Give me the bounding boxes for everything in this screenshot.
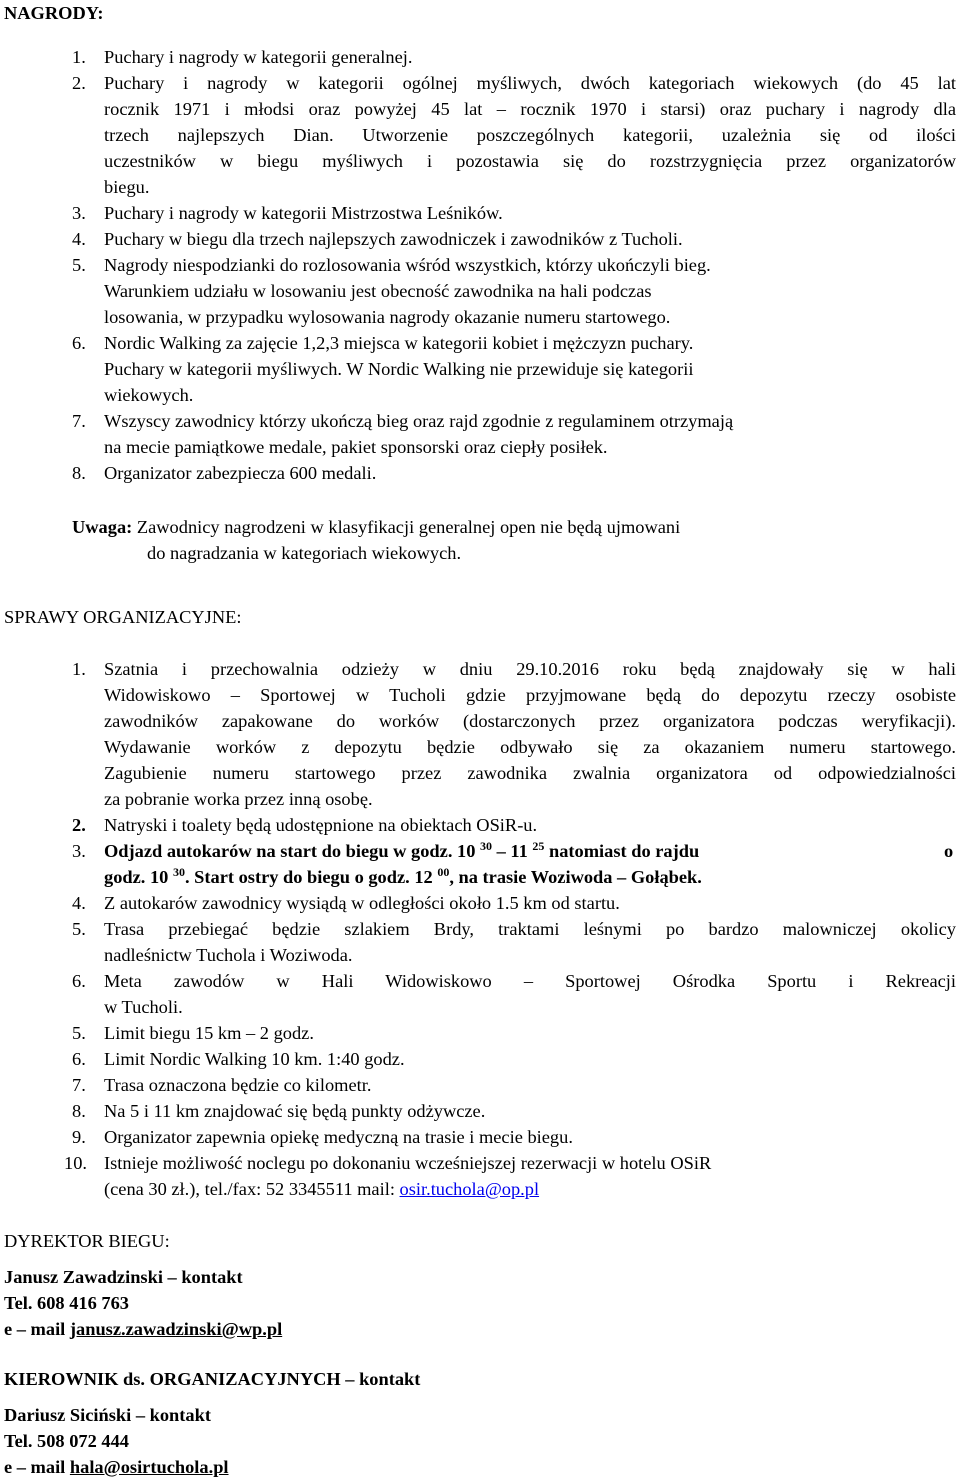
item-3-text-g: , na trasie Woziwoda – Gołąbek. bbox=[449, 867, 702, 887]
nagrody-item-4-number: 4. bbox=[72, 229, 86, 249]
kierownik-email-row bbox=[4, 1454, 229, 1480]
nagrody-item-7-line: na mecie pamiątkowe medale, pakiet sponsorski oraz ciepły posiłek. bbox=[104, 437, 608, 457]
nagrody-item-5-number: 5. bbox=[72, 255, 86, 275]
sprawy-item-4-text: Z autokarów zawodnicy wysiądą w odległości około 1.5 km od startu. bbox=[104, 893, 620, 913]
uwaga-label: Uwaga: bbox=[72, 517, 133, 537]
nagrody-item-5-line: Nagrody niespodzianki do rozlosowania wśród wszystkich, którzy ukończyli bieg. bbox=[104, 255, 711, 275]
item-3-sup-b: 25 bbox=[532, 839, 545, 853]
nagrody-item-7-line: Wszyscy zawodnicy którzy ukończą bieg oraz rajd zgodnie z regulaminem otrzymają bbox=[104, 411, 734, 431]
nagrody-item-8-number: 8. bbox=[72, 463, 86, 483]
sprawy-item-2-text: Natryski i toalety będą udostępnione na obiektach OSiR-u. bbox=[104, 815, 538, 835]
item-3-text-e: godz. 10 bbox=[104, 867, 173, 887]
nagrody-item-2-line: Puchary i nagrody w kategorii ogólnej myśliwych, dwóch kategoriach wiekowych (do 45 lat bbox=[104, 73, 956, 93]
kierownik-phone: Tel. 508 072 444 bbox=[4, 1431, 129, 1451]
nagrody-item-2-line: biegu. bbox=[104, 177, 150, 197]
item-3-sup-a: 30 bbox=[480, 839, 493, 853]
sprawy-item-4-number: 4. bbox=[72, 893, 86, 913]
sprawy-item-3-trailing: o bbox=[944, 841, 954, 861]
sprawy-item-1-line: Wydawanie worków z depozytu będzie odbywało się za okazaniem numeru startowego. bbox=[104, 737, 956, 757]
uwaga-note bbox=[72, 514, 680, 540]
nagrody-item-5-line: Warunkiem udziału w losowaniu jest obecność zawodnika na hali podczas bbox=[104, 281, 652, 301]
nagrody-heading: NAGRODY: bbox=[4, 3, 104, 23]
sprawy-item-10-line-2 bbox=[104, 1176, 539, 1202]
sprawy-item-1-number: 1. bbox=[72, 659, 86, 679]
nagrody-item-3-number: 3. bbox=[72, 203, 86, 223]
sprawy-item-3-line-1 bbox=[104, 838, 699, 864]
sprawy-simple-item-number: 8. bbox=[72, 1101, 86, 1121]
osir-email-link[interactable]: osir.tuchola@op.pl bbox=[399, 1179, 540, 1199]
kierownik-email-label: e – mail bbox=[4, 1457, 70, 1477]
sprawy-item-10-line-1: Istnieje możliwość noclegu po dokonaniu wcześniejszej rezerwacji w hotelu OSiR bbox=[104, 1153, 712, 1173]
item-3-text-b: – 11 bbox=[492, 841, 533, 861]
nagrody-item-6-line: Puchary w kategorii myśliwych. W Nordic Walking nie przewiduje się kategorii bbox=[104, 359, 694, 379]
sprawy-item-1-line: za pobranie worka przez inną osobę. bbox=[104, 789, 373, 809]
kierownik-email-link[interactable]: hala@osirtuchola.pl bbox=[69, 1457, 229, 1477]
nagrody-item-6-line: wiekowych. bbox=[104, 385, 194, 405]
kierownik-name: Dariusz Siciński – kontakt bbox=[4, 1405, 211, 1425]
sprawy-simple-item-text: Limit biegu 15 km – 2 godz. bbox=[104, 1023, 314, 1043]
sprawy-item-10-number: 10. bbox=[64, 1153, 87, 1173]
sprawy-item-1-line: zawodników zapakowane do worków (dostarczonych przez organizatora podczas weryfikacji). bbox=[104, 711, 956, 731]
sprawy-item-2-number: 2. bbox=[72, 815, 86, 835]
uwaga-line-1: Zawodnicy nagrodzeni w klasyfikacji generalnej open nie będą ujmowani bbox=[132, 517, 681, 537]
dyrektor-name: Janusz Zawadzinski – kontakt bbox=[4, 1267, 243, 1287]
nagrody-item-3-line: Puchary i nagrody w kategorii Mistrzostwa Leśników. bbox=[104, 203, 503, 223]
sprawy-item-6-number: 6. bbox=[72, 971, 86, 991]
sprawy-item-1-line: Szatnia i przechowalnia odzieży w dniu 29.10.2016 roku będą znajdowały się w hali bbox=[104, 659, 956, 679]
sprawy-simple-item-number: 5. bbox=[72, 1023, 86, 1043]
nagrody-item-1-number: 1. bbox=[72, 47, 86, 67]
nagrody-item-4-line: Puchary w biegu dla trzech najlepszych zawodniczek i zawodników z Tucholi. bbox=[104, 229, 683, 249]
item-10-contact-text: (cena 30 zł.), tel./fax: 52 3345511 mail: bbox=[104, 1179, 400, 1199]
nagrody-item-8-line: Organizator zabezpiecza 600 medali. bbox=[104, 463, 377, 483]
dyrektor-email-label: e – mail bbox=[4, 1319, 70, 1339]
sprawy-item-5-number: 5. bbox=[72, 919, 86, 939]
sprawy-simple-item-number: 6. bbox=[72, 1049, 86, 1069]
nagrody-item-6-number: 6. bbox=[72, 333, 86, 353]
sprawy-item-5-line-2: nadleśnictw Tuchola i Woziwoda. bbox=[104, 945, 353, 965]
nagrody-item-5-line: losowania, w przypadku wylosowania nagrody okazanie numeru startowego. bbox=[104, 307, 671, 327]
nagrody-item-1-line: Puchary i nagrody w kategorii generalnej. bbox=[104, 47, 413, 67]
dyrektor-heading: DYREKTOR BIEGU: bbox=[4, 1231, 170, 1251]
dyrektor-phone: Tel. 608 416 763 bbox=[4, 1293, 129, 1313]
sprawy-simple-item-text: Na 5 i 11 km znajdować się będą punkty odżywcze. bbox=[104, 1101, 486, 1121]
sprawy-simple-item-text: Trasa oznaczona będzie co kilometr. bbox=[104, 1075, 372, 1095]
sprawy-heading: SPRAWY ORGANIZACYJNE: bbox=[4, 607, 242, 627]
nagrody-item-2-line: rocznik 1971 i młodsi oraz powyżej 45 lat – rocznik 1970 i starsi) oraz puchary i nagrody dla bbox=[104, 99, 956, 119]
nagrody-item-2-number: 2. bbox=[72, 73, 86, 93]
dyrektor-email-row bbox=[4, 1316, 282, 1342]
item-3-sup-e: 30 bbox=[172, 865, 185, 879]
dyrektor-email-link[interactable]: janusz.zawadzinski@wp.pl bbox=[69, 1319, 283, 1339]
nagrody-item-2-line: uczestników w biegu myśliwych i pozostawia się do rozstrzygnięcia przez organizatorów bbox=[104, 151, 956, 171]
item-3-text-f: . Start ostry do biegu o godz. 12 bbox=[184, 867, 438, 887]
nagrody-item-2-line: trzech najlepszych Dian. Utworzenie poszczególnych kategorii, uzależnia się od ilości bbox=[104, 125, 956, 145]
nagrody-item-6-line: Nordic Walking za zajęcie 1,2,3 miejsca w kategorii kobiet i mężczyzn puchary. bbox=[104, 333, 694, 353]
sprawy-simple-item-text: Limit Nordic Walking 10 km. 1:40 godz. bbox=[104, 1049, 405, 1069]
sprawy-simple-item-number: 9. bbox=[72, 1127, 86, 1147]
nagrody-item-7-number: 7. bbox=[72, 411, 86, 431]
item-3-sup-f: 00 bbox=[437, 865, 450, 879]
sprawy-item-1-line: Widowiskowo – Sportowej w Tucholi gdzie przyjmowane będą do depozytu rzeczy osobiste bbox=[104, 685, 956, 705]
sprawy-item-6-line-1: Meta zawodów w Hali Widowiskowo – Sportowej Ośrodka Sportu i Rekreacji bbox=[104, 971, 956, 991]
uwaga-line-2: do nagradzania w kategoriach wiekowych. bbox=[147, 543, 462, 563]
sprawy-simple-item-text: Organizator zapewnia opiekę medyczną na trasie i mecie biegu. bbox=[104, 1127, 573, 1147]
sprawy-item-6-line-2: w Tucholi. bbox=[104, 997, 183, 1017]
sprawy-item-1-line: Zagubienie numeru startowego przez zawodnika zwalnia organizatora od odpowiedzialności bbox=[104, 763, 956, 783]
sprawy-item-5-line-1: Trasa przebiegać będzie szlakiem Brdy, traktami leśnymi po bardzo malowniczej okolicy bbox=[104, 919, 956, 939]
sprawy-item-3-number: 3. bbox=[72, 841, 86, 861]
kierownik-heading: KIEROWNIK ds. ORGANIZACYJNYCH – kontakt bbox=[4, 1369, 421, 1389]
item-3-text-c: natomiast do rajdu bbox=[544, 841, 700, 861]
item-3-text-a: Odjazd autokarów na start do biegu w godz. 10 bbox=[104, 841, 481, 861]
sprawy-simple-item-number: 7. bbox=[72, 1075, 86, 1095]
sprawy-item-3-line-2 bbox=[104, 864, 702, 890]
